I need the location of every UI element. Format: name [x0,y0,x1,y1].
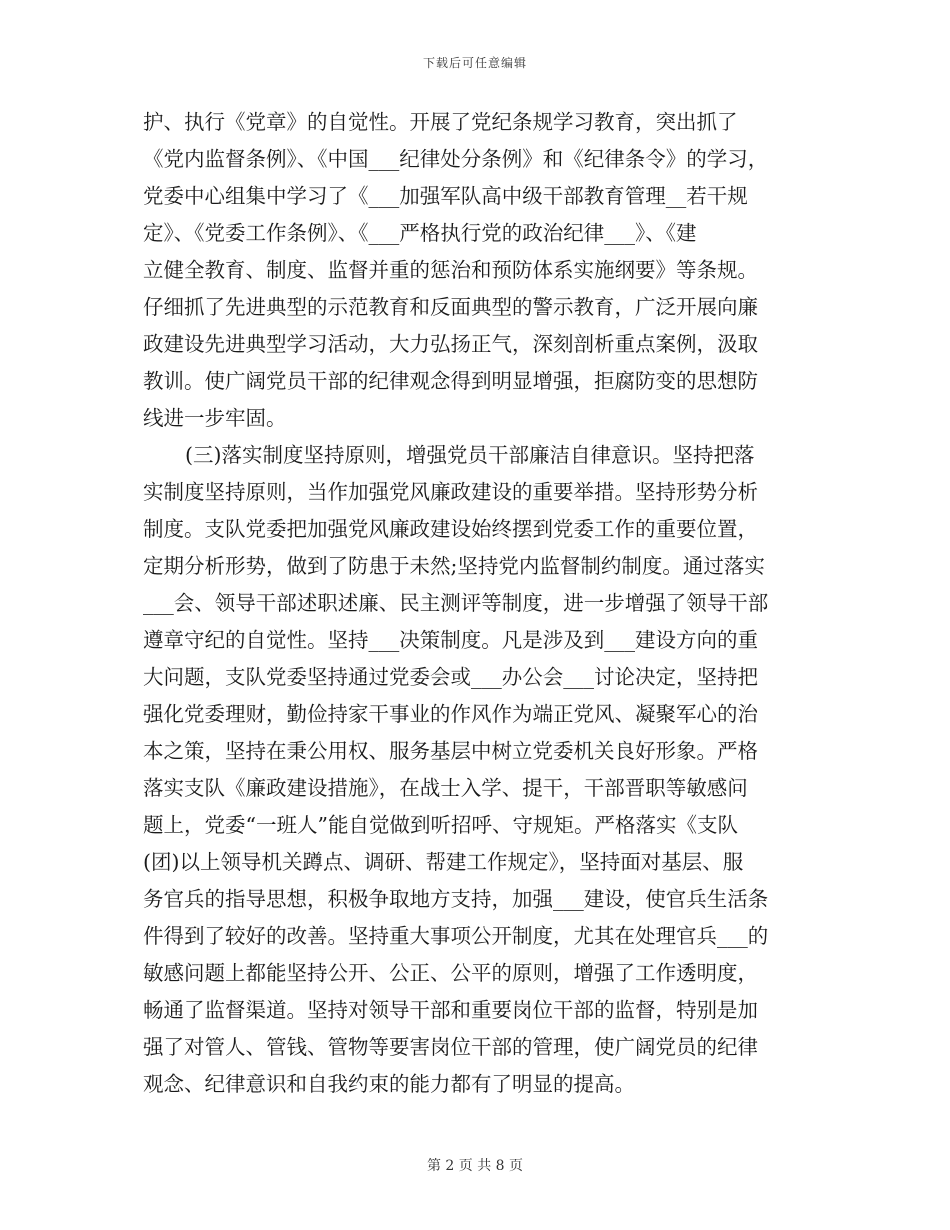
body-line: 本之策，坚持在秉公用权、服务基层中树立党委机关良好形象。严格 [143,739,758,763]
body-line: 定期分析形势，做到了防患于未然;坚持党内监督制约制度。通过落实 [143,554,765,578]
body-line: 定》、《党委工作条例》、《___严格执行党的政治纪律___》、《建 [143,221,697,245]
body-line: 《党内监督条例》、《中国___纪律处分条例》和《纪律条令》的学习， [143,147,769,171]
body-line: 护、执行《党章》的自觉性。开展了党纪条规学习教育，突出抓了 [143,110,738,134]
body-line: 线进一步牢固。 [143,406,287,430]
body-line: 实制度坚持原则，当作加强党风廉政建设的重要举措。坚持形势分析 [143,480,758,504]
body-line: 立健全教育、制度、监督并重的惩治和预防体系实施纲要》等条规。 [143,258,758,282]
body-line: 强了对管人、管钱、管物等要害岗位干部的管理，使广阔党员的纪律 [143,1035,758,1059]
page-number-footer: 第 2 页 共 8 页 [426,1158,524,1174]
body-line: (团)以上领导机关蹲点、调研、帮建工作规定》，坚持面对基层、服 [143,850,744,874]
body-line: 题上，党委“一班人”能自觉做到听招呼、守规矩。严格落实《支队 [143,813,738,837]
document-body [143,104,815,1103]
body-line: 落实支队《廉政建设措施》，在战士入学、提干，干部晋职等敏感问 [143,776,748,800]
page-header-note: 下载后可任意编辑 [422,56,527,70]
body-line: 仔细抓了先进典型的示范教育和反面典型的警示教育，广泛开展向廉 [143,295,758,319]
body-line: 教训。使广阔党员干部的纪律观念得到明显增强，拒腐防变的思想防 [143,369,758,393]
body-line: 大问题，支队党委坚持通过党委会或___办公会___讨论决定，坚持把 [143,665,758,689]
body-line: 畅通了监督渠道。坚持对领导干部和重要岗位干部的监督，特别是加 [143,998,758,1022]
body-line: 务官兵的指导思想，积极争取地方支持，加强___建设，使官兵生活条 [143,887,769,911]
body-line: 遵章守纪的自觉性。坚持___决策制度。凡是涉及到___建设方向的重 [143,628,758,652]
body-line: 政建设先进典型学习活动，大力弘扬正气，深刻剖析重点案例，汲取 [143,332,758,356]
body-line: 观念、纪律意识和自我约束的能力都有了明显的提高。 [143,1072,635,1096]
section-heading-line: (三)落实制度坚持原则，增强党员干部廉洁自律意识。坚持把落 [185,443,755,467]
body-line: ___会、领导干部述职述廉、民主测评等制度，进一步增强了领导干部 [143,591,769,615]
body-line: 件得到了较好的改善。坚持重大事项公开制度，尤其在处理官兵___的 [143,924,769,948]
body-line: 强化党委理财，勤俭持家干事业的作风作为端正党风、凝聚军心的治 [143,702,758,726]
body-line: 敏感问题上都能坚持公开、公正、公平的原则，增强了工作透明度， [143,961,758,985]
body-line: 党委中心组集中学习了《___加强军队高中级干部教育管理__若干规 [143,184,748,208]
body-line: 制度。支队党委把加强党风廉政建设始终摆到党委工作的重要位置， [143,517,758,541]
